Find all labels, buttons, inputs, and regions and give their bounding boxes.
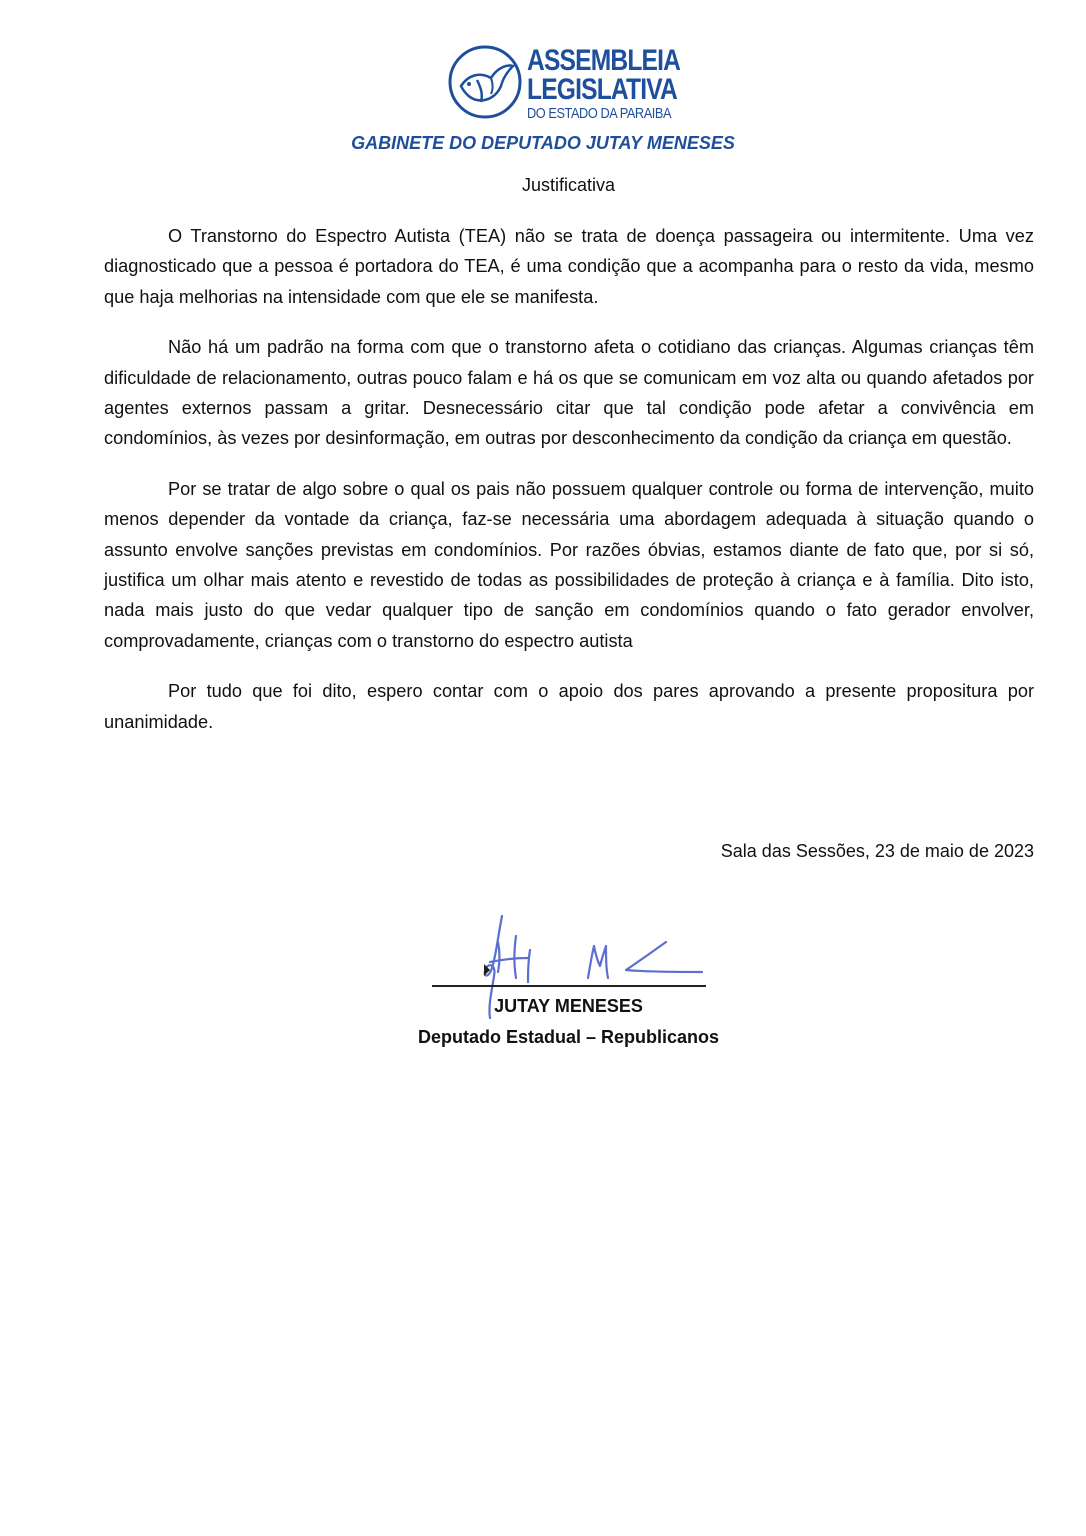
- office-heading: GABINETE DO DEPUTADO JUTAY MENESES: [351, 133, 735, 153]
- dove-seal-icon: [447, 44, 523, 120]
- paragraph-1: O Transtorno do Espectro Autista (TEA) não se trata de doença passageira ou intermitente. Uma vez diagnosticado que a pessoa é portadora do TEA, é uma condição que a acompanha para o resto da vida, mesmo que haja melhorias na intensidade com que ele se manifesta.: [104, 226, 1034, 307]
- paragraph-4: Por tudo que foi dito, espero contar com o apoio dos pares aprovando a presente propositura por unanimidade.: [104, 681, 1034, 732]
- logo-line-state: DO ESTADO DA PARAIBA: [527, 105, 672, 122]
- signer-role: Deputado Estadual – Republicanos: [417, 1027, 720, 1047]
- assembly-logo: [447, 44, 681, 122]
- paragraph-2: Não há um padrão na forma com que o transtorno afeta o cotidiano das crianças. Algumas crianças têm dificuldade de relacionamento, outras pouco falam e há os que se comunicam em voz alta ou quando afetados por agentes externos passam a gritar. Desnecessário citar que tal condição pode afetar a convivência em condomínios, às vezes por desinformação, em outras por desconhecimento da condição da criança em questão.: [104, 337, 1034, 449]
- logo-wordmark: [527, 46, 714, 121]
- signature-line: [432, 985, 706, 987]
- dateline: Sala das Sessões, 23 de maio de 2023: [720, 841, 1034, 861]
- document-body: [104, 221, 1034, 757]
- logo-line-assembleia: ASSEMBLEIA: [527, 44, 681, 77]
- document-title: Justificativa: [521, 175, 616, 195]
- signer-name: JUTAY MENESES: [494, 996, 643, 1016]
- paragraph-3: Por se tratar de algo sobre o qual os pais não possuem qualquer controle ou forma de intervenção, muito menos depender da vontade da criança, faz-se necessária uma abordagem adequada à situação quando o assunto envolve sanções previstas em condomínios. Por razões óbvias, estamos diante de fato que, por si só, justifica um olhar mais atento e revestido de todas as possibilidades de proteção à criança e à família. Dito isto, nada mais justo do que vedar qualquer tipo de sanção em condomínios quando o fato gerador envolver, comprovadamente, crianças com o transtorno do espectro autista: [104, 478, 1034, 651]
- logo-line-legislativa: LEGISLATIVA: [527, 73, 677, 106]
